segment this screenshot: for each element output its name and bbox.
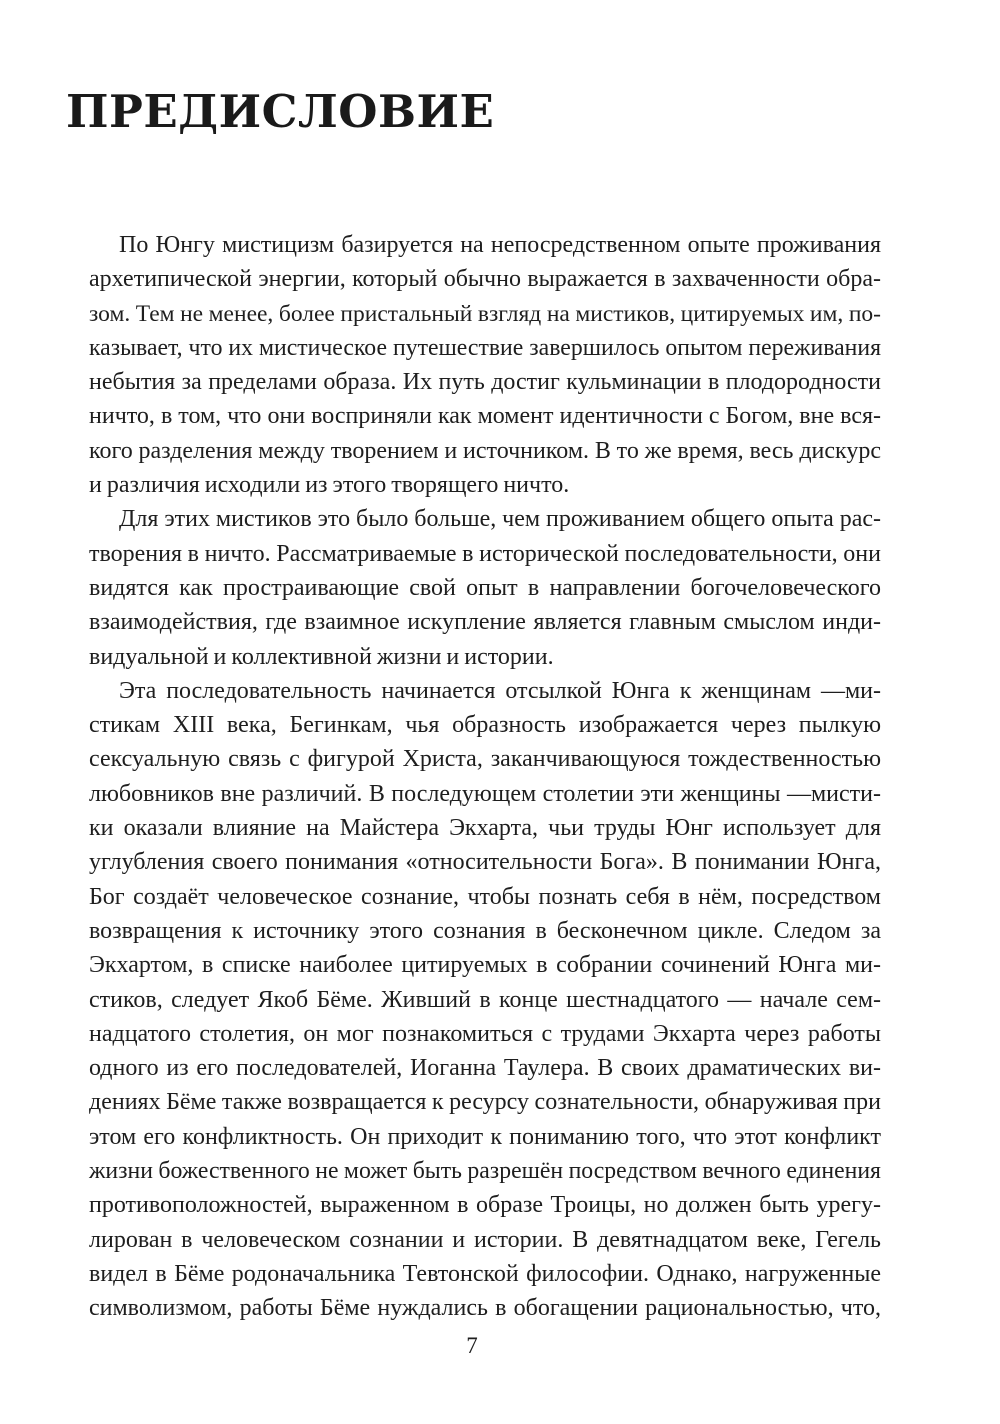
text-line: лирован в человеческом сознании и истории. В девятнадцатом веке, Гегель [89,1226,881,1253]
text-line: кого разделения между творением и источником. В то же время, весь дискурс [89,437,881,464]
text-line: противоположностей, выраженном в образе Троицы, но должен быть урегу- [89,1192,881,1219]
page-title: ПРЕДИСЛОВИЕ [66,85,495,138]
text-line: стиков, следует Якоб Бёме. Живший в конце шестнадцатого — начале сем- [89,986,881,1013]
text-line: По Юнгу мистицизм базируется на непосредственном опыте проживания [119,232,881,258]
body-text [89,228,881,1326]
paragraph-2 [89,502,881,673]
text-line: казывает, что их мистическое путешествие завершилось опытом переживания [89,334,881,361]
paragraph-1 [89,228,881,502]
text-line: жизни божественного не может быть разрешён посредством вечного единения [89,1158,881,1185]
text-line: и различия исходили из этого творящего ничто. [89,472,570,499]
text-line: углубления своего понимания «относительности Бога». В понимании Юнга, [89,849,881,876]
text-line: ки оказали влияние на Майстера Экхарта, чьи труды Юнг использует для [89,815,881,842]
text-line: этом его конфликтность. Он приходит к пониманию того, что этот конфликт [89,1123,881,1150]
text-line: любовников вне различий. В последующем столетии эти женщины —мисти- [89,780,881,807]
text-line: символизмом, работы Бёме нуждались в обогащении рациональностью, что, [89,1295,881,1322]
text-line: ничто, в том, что они восприняли как момент идентичности с Богом, вне вся- [89,403,881,430]
paragraph-3 [89,674,881,1326]
text-line: Эта последовательность начинается отсылкой Юнга к женщинам —ми- [119,677,881,704]
text-line: Для этих мистиков это было больше, чем проживанием общего опыта рас- [119,506,881,533]
text-line: зом. Тем не менее, более пристальный взгляд на мистиков, цитируемых им, по- [89,300,881,327]
text-line: видел в Бёме родоначальника Тевтонской философии. Однако, нагруженные [89,1260,881,1287]
text-line: видятся как простраивающие свой опыт в направлении богочеловеческого [89,574,881,601]
text-line: видуальной и коллективной жизни и истории. [89,643,554,670]
text-line: Бог создаёт человеческое сознание, чтобы познать себя в нём, посредством [89,883,881,910]
text-line: одного из его последователей, Иоганна Таулера. В своих драматических ви- [89,1055,881,1082]
text-line: творения в ничто. Рассматриваемые в исторической последовательности, они [89,540,881,567]
text-line: архетипической энергии, который обычно выражается в захваченности обра- [89,266,881,293]
text-line: стикам XIII века, Бегинкам, чья образность изображается через пылкую [89,712,881,739]
text-line: Экхартом, в списке наиболее цитируемых в собрании сочинений Юнга ми- [89,952,881,979]
text-line: сексуальную связь с фигурой Христа, заканчивающуюся тождественностью [89,746,881,773]
page-number: 7 [466,1333,478,1358]
text-line: взаимодействия, где взаимное искупление является главным смыслом инди- [89,609,881,636]
text-line: дениях Бёме также возвращается к ресурсу сознательности, обнаруживая при [89,1089,881,1116]
text-line: небытия за пределами образа. Их путь достиг кульминации в плодородности [89,369,881,396]
text-line: возвращения к источнику этого сознания в бесконечном цикле. Следом за [89,917,881,944]
text-line: надцатого столетия, он мог познакомиться с трудами Экхарта через работы [89,1020,881,1047]
